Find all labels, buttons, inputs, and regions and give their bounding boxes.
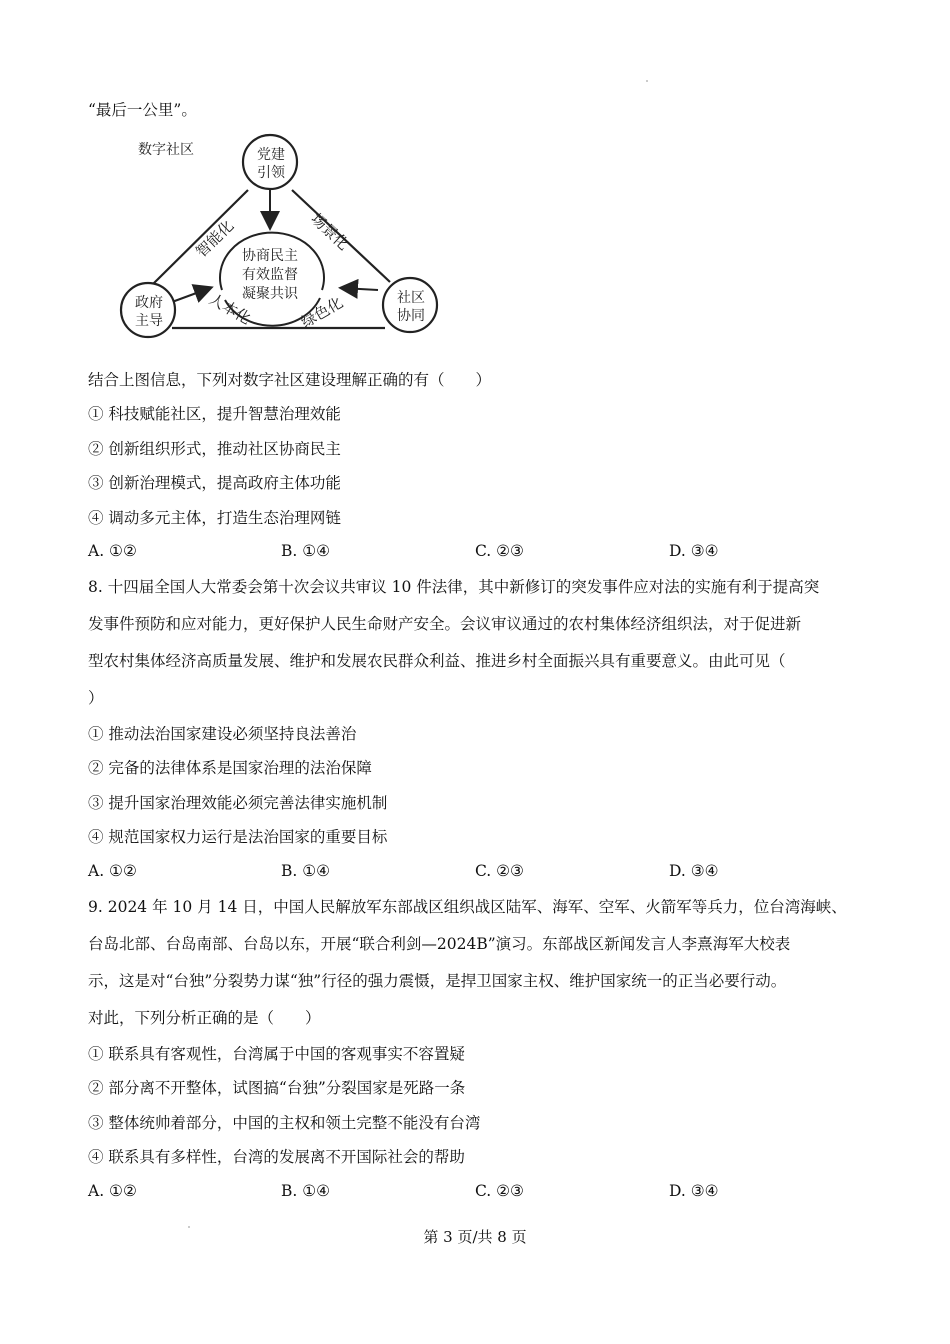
center-line2: 有效监督 — [242, 267, 298, 283]
choice-a[interactable]: A. ①② — [88, 862, 137, 880]
choice-d[interactable]: D. ③④ — [669, 542, 719, 560]
node-right-line2: 协同 — [397, 308, 425, 324]
q9-item: ① 联系具有客观性，台湾属于中国的客观事实不容置疑 — [88, 1045, 465, 1063]
node-left-line2: 主导 — [135, 313, 163, 329]
center-line3: 凝聚共识 — [242, 286, 298, 302]
q8-item: ② 完备的法律体系是国家治理的法治保障 — [88, 759, 372, 777]
q8-stem-line: 发事件预防和应对能力，更好保护人民生命财产安全。会议审议通过的农村集体经济组织法，对于促进新 — [88, 615, 802, 633]
intro-tail: “最后一公里”。 — [88, 101, 197, 119]
choice-d[interactable]: D. ③④ — [669, 1182, 719, 1200]
choice-b[interactable]: B. ①④ — [281, 542, 331, 560]
arrow-left — [172, 288, 210, 302]
q8-choices — [88, 862, 868, 882]
choice-b[interactable]: B. ①④ — [281, 1182, 331, 1200]
diagram-title: 数字社区 — [138, 142, 194, 158]
q9-stem-line: 示，这是对“台独”分裂势力谋“独”行径的强力震慑，是捍卫国家主权、维护国家统一的正当必要行动。 — [88, 972, 787, 990]
q8-item: ④ 规范国家权力运行是法治国家的重要目标 — [88, 828, 388, 846]
label-intelligent: 智能化 — [192, 216, 238, 261]
label-scenario: 场景化 — [307, 209, 353, 254]
choice-d[interactable]: D. ③④ — [669, 862, 719, 880]
q9-stem-line: 台岛北部、台岛南部、台岛以东，开展“联合利剑—2024B”演习。东部战区新闻发言人李熹海军大校表 — [88, 935, 791, 953]
edge-left — [152, 190, 248, 285]
arrow-right — [342, 288, 378, 290]
q9-choices — [88, 1182, 868, 1202]
q9-stem-line: 对此，下列分析正确的是（ ） — [88, 1009, 321, 1027]
q7-item: ① 科技赋能社区，提升智慧治理效能 — [88, 405, 341, 423]
q7-item: ③ 创新治理模式，提高政府主体功能 — [88, 474, 341, 492]
q7-stem: 结合上图信息，下列对数字社区建设理解正确的有（ ） — [88, 371, 492, 389]
q9-stem-line: 9. 2024 年 10 月 14 日，中国人民解放军东部战区组织战区陆军、海军、空军、火箭军等兵力，位台湾海峡、 — [88, 898, 847, 916]
choice-c[interactable]: C. ②③ — [475, 862, 524, 880]
node-left-line1: 政府 — [135, 295, 163, 311]
choice-c[interactable]: C. ②③ — [475, 1182, 524, 1200]
choice-c[interactable]: C. ②③ — [475, 542, 524, 560]
q8-item: ① 推动法治国家建设必须坚持良法善治 — [88, 725, 357, 743]
label-green: 绿色化 — [298, 293, 346, 332]
q8-stem-line: 8. 十四届全国人大常委会第十次会议共审议 10 件法律，其中新修订的突发事件应对法的实施有利于提高突 — [88, 578, 820, 596]
q7-item: ② 创新组织形式，推动社区协商民主 — [88, 440, 341, 458]
scan-dot — [646, 80, 648, 82]
node-top-line2: 引领 — [257, 165, 285, 181]
label-humanized: 人本化 — [206, 289, 254, 328]
q9-item: ② 部分离不开整体，试图搞“台独”分裂国家是死路一条 — [88, 1079, 466, 1097]
page-number-footer: 第 3 页/共 8 页 — [423, 1228, 527, 1246]
choice-a[interactable]: A. ①② — [88, 542, 137, 560]
center-line1: 协商民主 — [242, 248, 298, 264]
q7-choices — [88, 542, 868, 562]
digital-community-diagram — [110, 130, 450, 345]
choice-a[interactable]: A. ①② — [88, 1182, 137, 1200]
choice-b[interactable]: B. ①④ — [281, 862, 331, 880]
q8-stem-line: ） — [88, 689, 104, 707]
q9-item: ④ 联系具有多样性，台湾的发展离不开国际社会的帮助 — [88, 1148, 465, 1166]
q9-item: ③ 整体统帅着部分，中国的主权和领土完整不能没有台湾 — [88, 1114, 481, 1132]
node-top-line1: 党建 — [257, 147, 285, 163]
q8-item: ③ 提升国家治理效能必须完善法律实施机制 — [88, 794, 388, 812]
q7-item: ④ 调动多元主体，打造生态治理网链 — [88, 509, 341, 527]
q8-stem-line: 型农村集体经济高质量发展、维护和发展农民群众利益、推进乡村全面振兴具有重要意义。由此可见（ — [88, 652, 786, 670]
diagram-svg — [110, 130, 450, 345]
node-right-line1: 社区 — [397, 290, 425, 306]
